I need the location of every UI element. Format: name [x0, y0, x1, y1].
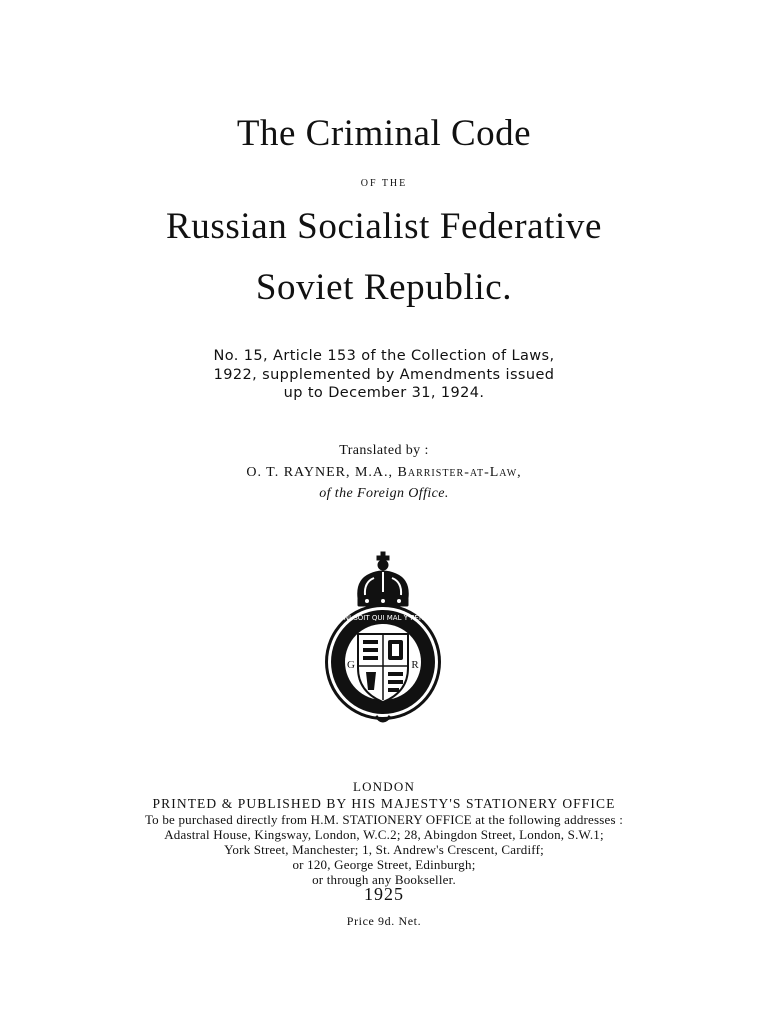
garter-motto: HONI SOIT QUI MAL Y PENSE [333, 614, 433, 622]
imprint-address-4: or 120, George Street, Edinburgh; [292, 857, 476, 872]
cipher-letter-right: R [411, 659, 419, 671]
title-line-3: Soviet Republic. [255, 267, 513, 308]
translator-name: O. T. RAYNER, M.A., [246, 465, 394, 480]
title-line-1: The Criminal Code [236, 113, 532, 154]
imprint-address-3: York Street, Manchester; 1, St. Andrew's Crescent, Cardiff; [224, 842, 544, 857]
subtitle-line-1: No. 15, Article 153 of the Collection of Laws, [213, 348, 555, 364]
title-of-the: OF THE [360, 178, 408, 189]
imprint-address-1: To be purchased directly from H.M. STATIONERY OFFICE at the following addresses : [144, 812, 624, 827]
subtitle-line-3: up to December 31, 1924. [283, 385, 485, 401]
translator-credential: Barrister-at-Law, [397, 465, 522, 480]
translator-line [0, 465, 768, 481]
imprint-city: LONDON [352, 779, 416, 794]
translator-affiliation: of the Foreign Office. [319, 486, 449, 501]
price: Price 9d. Net. [346, 914, 422, 928]
title-line-2: Russian Socialist Federative [165, 206, 603, 247]
subtitle-line-2: 1922, supplemented by Amendments issued [213, 367, 555, 383]
imprint-address-2: Adastral House, Kingsway, London, W.C.2; 28, Abingdon Street, London, S.W.1; [164, 827, 604, 842]
cipher-letter-left: G [347, 659, 355, 671]
translated-by-label: Translated by : [339, 443, 429, 458]
publication-year: 1925 [364, 884, 404, 904]
imprint-address-5: or through any Bookseller. [312, 872, 456, 887]
royal-coat-of-arms-icon [318, 540, 448, 725]
imprint-publisher: PRINTED & PUBLISHED BY HIS MAJESTY'S STATIONERY OFFICE [152, 796, 616, 811]
